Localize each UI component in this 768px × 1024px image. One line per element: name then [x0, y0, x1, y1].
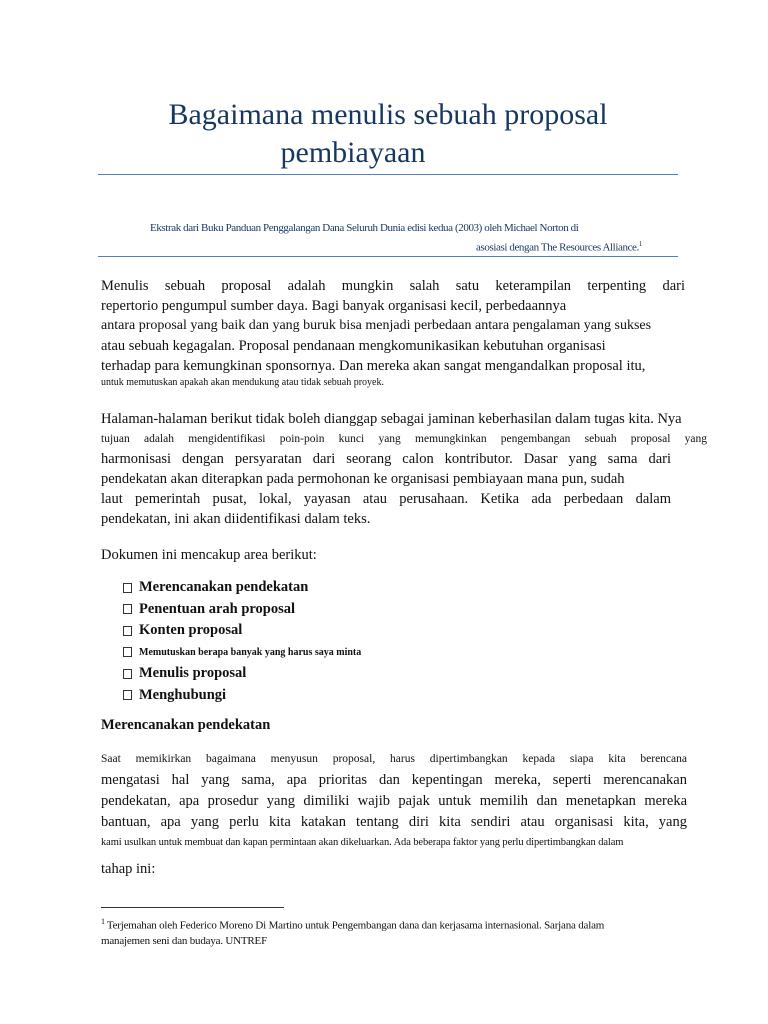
- list-item-label: Penentuan arah proposal: [139, 600, 296, 617]
- footnote-separator: [101, 907, 284, 908]
- paragraph-line: Halaman-halaman berikut tidak boleh dianggap sebagai jaminan keberhasilan dalam tugas kita. Nya: [101, 411, 682, 427]
- paragraph-line: untuk memutuskan apakah akan mendukung atau tidak sebuah proyek.: [101, 377, 384, 388]
- paragraph-line: atau sebuah kegagalan. Proposal pendanaan mengkomunikasikan kebutuhan organisasi: [101, 338, 606, 354]
- list-item: [123, 685, 361, 707]
- footnote-line-1: [101, 914, 661, 934]
- checkbox-icon: [123, 669, 132, 679]
- paragraph-line: tahap ini:: [101, 861, 156, 877]
- list-item: [123, 599, 361, 621]
- footnote-text: Terjemahan oleh Federico Moreno Di Martino untuk Pengembangan dana dan kerjasama internasional. Sarjana dalam: [106, 919, 605, 932]
- paragraph-line: harmonisasi dengan persyaratan dari seorang calon kontributor. Dasar yang sama dari: [101, 451, 671, 467]
- section-heading: Merencanakan pendekatan: [101, 717, 271, 733]
- checkbox-icon: [123, 604, 132, 614]
- list-item: [123, 620, 361, 642]
- page-title: [98, 96, 678, 172]
- list-item-label: Konten proposal: [139, 622, 243, 638]
- citation-line-1: Ekstrak dari Buku Panduan Penggalangan Dana Seluruh Dunia edisi kedua (2003) oleh Michael Norton di: [150, 222, 579, 234]
- title-line-2: pembiayaan: [280, 136, 426, 169]
- list-item: [123, 577, 361, 599]
- citation-line-2-text: asosiasi dengan The Resources Alliance.: [475, 241, 639, 254]
- checkbox-icon: [123, 583, 132, 593]
- checkbox-icon: [123, 647, 132, 657]
- list-item: [123, 663, 361, 685]
- paragraph-line: repertorio pengumpul sumber daya. Bagi banyak organisasi kecil, perbedaannya: [101, 298, 567, 314]
- paragraph-line: antara proposal yang baik dan yang buruk bisa menjadi perbedaan antara pengalaman yang sukses: [101, 318, 652, 333]
- list-item-label: Menulis proposal: [139, 665, 247, 681]
- paragraph-line: Saat memikirkan bagaimana menyusun proposal, harus dipertimbangkan kepada siapa kita berencana: [101, 753, 687, 765]
- paragraph-line: pendekatan akan diterapkan pada permohonan ke organisasi pembiayaan mana pun, sudah: [101, 471, 625, 487]
- paragraph-line: kami usulkan untuk membuat dan kapan permintaan akan dikeluarkan. Ada beberapa faktor yang perlu dipertimbangkan dalam: [101, 837, 624, 848]
- footnote: [101, 914, 661, 949]
- footnote-marker: 1: [101, 917, 105, 926]
- citation-underline: [98, 256, 678, 257]
- list-item-label: Memutuskan berapa banyak yang harus saya minta: [139, 646, 362, 658]
- paragraph-line: mengatasi hal yang sama, apa prioritas dan kepentingan mereka, seperti merencanakan: [101, 772, 687, 788]
- source-citation: [98, 220, 642, 256]
- list-item-label: Merencanakan pendekatan: [139, 579, 309, 595]
- title-underline: [98, 174, 678, 175]
- paragraph-line: Menulis sebuah proposal adalah mungkin salah satu keterampilan terpenting dari: [101, 278, 685, 294]
- paragraph-3: [101, 749, 687, 884]
- paragraph-line: laut pemerintah pusat, lokal, yayasan atau perusahaan. Ketika ada perbedaan dalam: [101, 491, 671, 507]
- paragraph-line: bantuan, apa yang perlu kita katakan tentang diri kita sendiri atau organisasi kita, yang: [101, 814, 687, 830]
- checkbox-icon: [123, 690, 132, 700]
- paragraph-1: [101, 276, 685, 390]
- citation-line-2: [98, 236, 642, 256]
- title-line-1: Bagaimana menulis sebuah proposal: [168, 98, 608, 131]
- list-item-label: Menghubungi: [139, 686, 227, 703]
- footnote-line-2: manajemen seni dan budaya. UNTREF: [101, 934, 267, 947]
- paragraph-line: pendekatan, ini akan diidentifikasi dalam teks.: [101, 511, 371, 527]
- topics-intro: Dokumen ini mencakup area berikut:: [101, 547, 317, 563]
- topics-list: [123, 577, 361, 706]
- list-item: [123, 642, 361, 664]
- paragraph-line: pendekatan, apa prosedur yang dimiliki wajib pajak untuk memilih dan menetapkan mereka: [101, 793, 687, 809]
- footnote-reference: 1: [638, 240, 642, 248]
- paragraph-line: tujuan adalah mengidentifikasi poin-poin kunci yang memungkinkan pengembangan sebuah proposal yang: [101, 433, 707, 445]
- paragraph-2: [101, 409, 707, 529]
- checkbox-icon: [123, 626, 132, 636]
- paragraph-line: terhadap para kemungkinan sponsornya. Dan mereka akan sangat mengandalkan proposal itu,: [101, 358, 646, 374]
